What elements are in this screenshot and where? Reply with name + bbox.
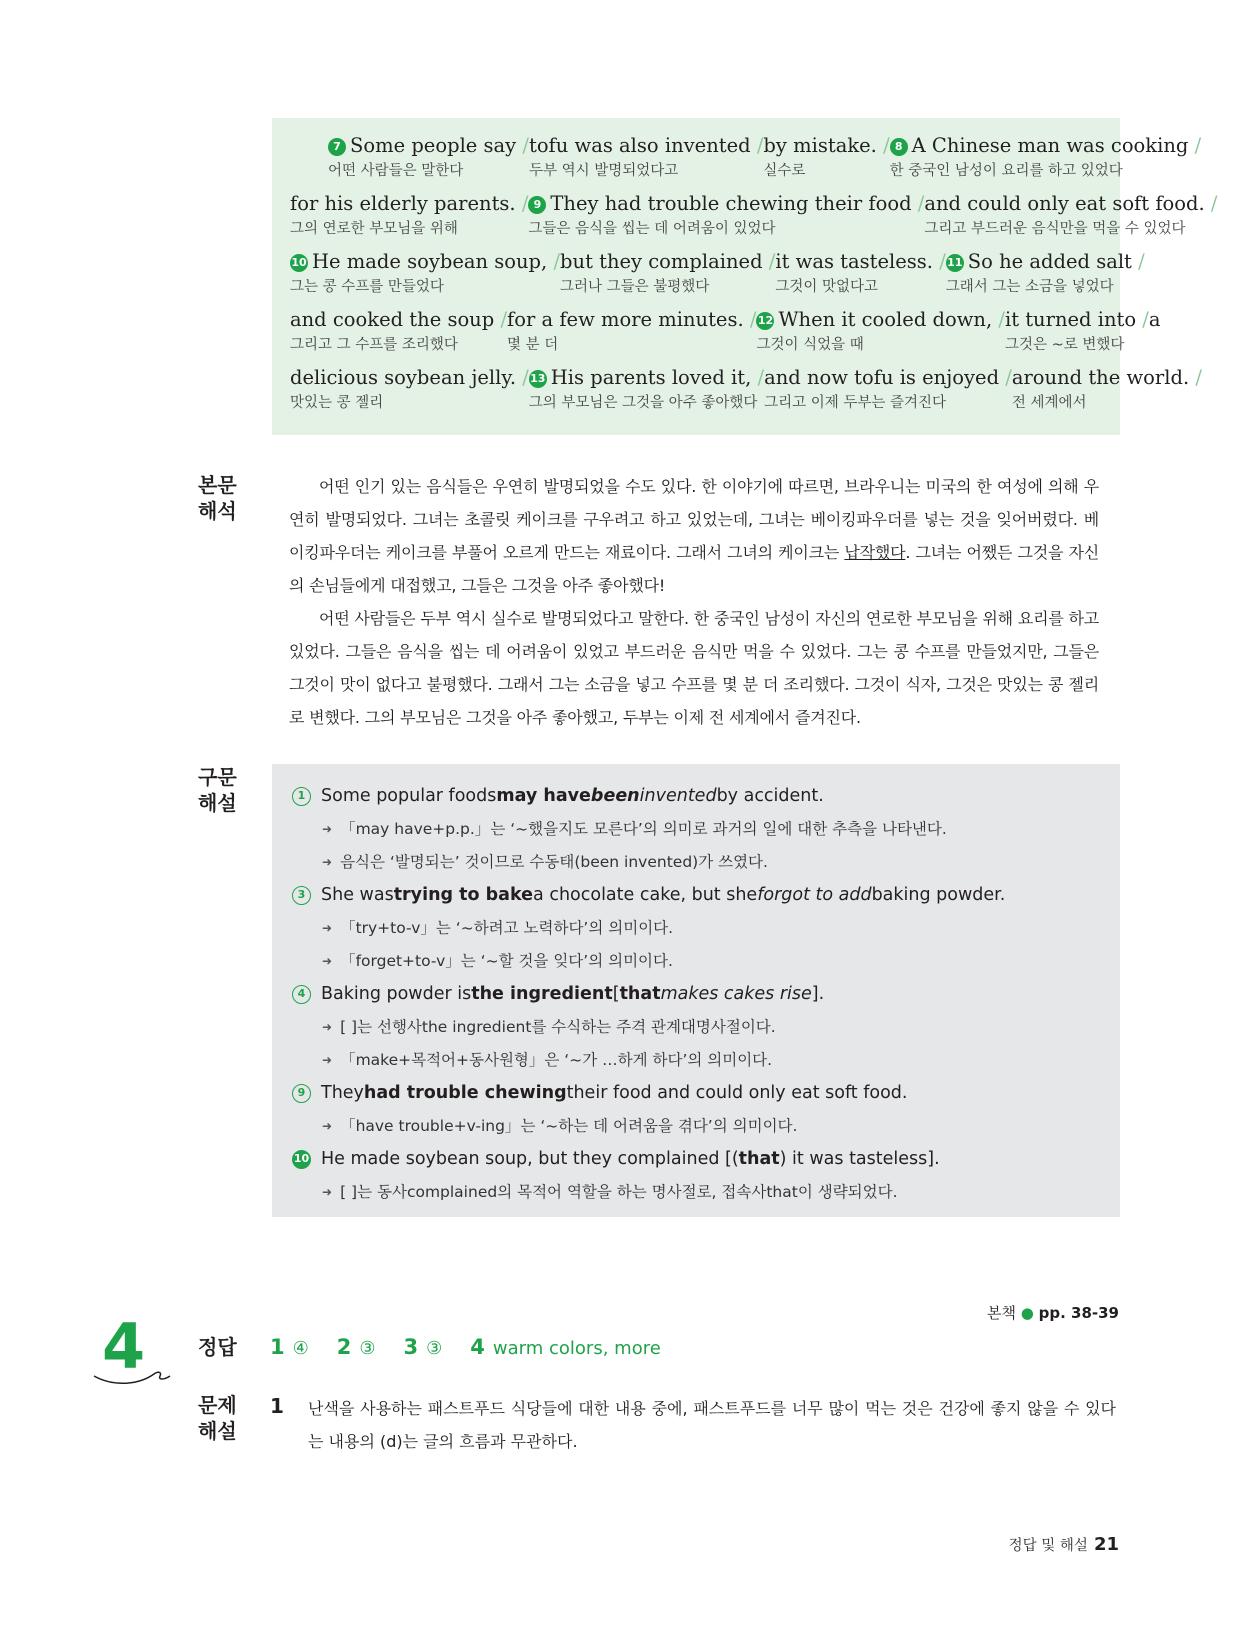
grammar-note: ➜ [ ]는 선행사 the ingredient 를 수식하는 주격 관계대명사절이다. [292, 1011, 1096, 1044]
grammar-note: ➜ 「try+to-v」 는 ‘~하려고 노력하다’의 의미이다. [292, 912, 1096, 945]
chunk-line-1 [290, 132, 1202, 190]
grammar-box [272, 764, 1120, 1217]
translation-label: 본문 해석 [198, 473, 237, 523]
chunk: 7 Some people say / 어떤 사람들은 말한다 [328, 134, 529, 179]
chunk: but they complained / 그러나 그들은 불평했다 [560, 250, 776, 295]
translation-paragraph-1: 어떤 인기 있는 음식들은 우연히 발명되었을 수도 있다. 한 이야기에 따르면, 브라우니는 미국의 한 여성에 의해 우연히 발명되었다. 그녀는 초콜릿 케이크를 구우려고 하고 있었는데, 그녀는 베이킹파우더를 넣는 것을 잊어버렸다. 베이킹파우더는 케이크를 부풀어 오르게 만드는 재료이다. 그래서 그녀의 케이크는 납작했다. 그녀는 어쨌든 그것을 자신의 손님들에게 대접했고, 그들은 그것을 아주 좋아했다! [289, 477, 1099, 595]
section-number: 4 [102, 1310, 146, 1383]
grammar-sentence-1: 1 Some popular foods may have been invented by accident. [292, 780, 1096, 813]
sentence-number-badge: 10 [290, 254, 308, 272]
chunk-line-3 [290, 248, 1145, 306]
chunk: 13 His parents loved it, / 그의 부모님은 그것을 아주 좋아했다 [528, 366, 765, 411]
chunk: it turned into / 그것은 ~로 변했다 [1004, 308, 1149, 353]
grammar-sentence-3: 3 She was trying to bake a chocolate cake, but she forgot to add baking powder. [292, 879, 1096, 912]
grammar-note: ➜ [ ]는 동사 complained 의 목적어 역할을 하는 명사절로, 접속사 that 이 생략되었다. [292, 1176, 1096, 1209]
chunk-line-2 [290, 190, 1218, 248]
translation-text [289, 470, 1099, 734]
arrow-icon: ➜ [322, 1119, 333, 1133]
chunk: for his elderly parents. / 그의 연로한 부모님을 위해 [290, 192, 529, 237]
grammar-label: 구문 해설 [198, 765, 237, 815]
chunk: a [1148, 308, 1161, 331]
sentence-number-badge: 8 [890, 138, 908, 156]
sentence-number-badge: 12 [756, 312, 774, 330]
swirl-icon [92, 1366, 172, 1388]
chunk: and now tofu is enjoyed / 그리고 이제 두부는 즐겨진다 [764, 366, 1012, 411]
chunk: delicious soybean jelly. / 맛있는 콩 젤리 [290, 366, 529, 411]
chunk: and could only eat soft food. / 그리고 부드러운 음식만을 먹을 수 있었다 [924, 192, 1218, 237]
chunk: 9 They had trouble chewing their food / 그들은 음식을 씹는 데 어려움이 있었다 [528, 192, 925, 237]
grammar-sentence-10: 10 He made soybean soup, but they complained [( that ) it was tasteless]. [293, 1149, 940, 1169]
grammar-note: ➜ 「forget+to-v」 는 ‘~할 것을 잊다’의 의미이다. [292, 945, 1096, 978]
sentence-number-circle: 10 [292, 1150, 311, 1169]
chunk: for a few more minutes. / 몇 분 더 [507, 308, 757, 353]
translation-paragraph-2: 어떤 사람들은 두부 역시 실수로 발명되었다고 말한다. 한 중국인 남성이 자신의 연로한 부모님을 위해 요리를 하고 있었다. 그들은 음식을 씹는 데 어려움이 있었고 부드러운 음식만 먹을 수 있었다. 그는 콩 수프를 만들었지만, 그들은 그것이 맛이 없다고 불평했다. 그래서 그는 소금을 넣고 수프를 몇 분 더 조리했다. 그것이 식자, 그것은 맛있는 콩 젤리로 변했다. 그의 부모님은 그것을 아주 좋아했고, 두부는 이제 전 세계에서 즐겨진다. [289, 609, 1099, 727]
dot-icon: ● [1020, 1304, 1034, 1322]
chunk-reading-box [272, 118, 1218, 435]
sentence-number-badge: 13 [529, 370, 547, 388]
page-reference: 본책 ● pp. 38-39 [986, 1304, 1119, 1322]
explanation-label: 문제 해설 [198, 1393, 237, 1443]
arrow-icon: ➜ [322, 954, 333, 968]
arrow-icon: ➜ [322, 1020, 333, 1034]
chunk: 8 A Chinese man was cooking / 한 중국인 남성이 요리를 하고 있었다 [889, 134, 1202, 179]
explanation-number: 1 [270, 1394, 284, 1418]
answer-item: 1 ④ [270, 1335, 309, 1359]
page-footer: 정답 및 해설 21 [1008, 1534, 1119, 1555]
chunk: by mistake. / 실수로 [763, 134, 890, 179]
chunk: it was tasteless. / 그것이 맛없다고 [775, 250, 946, 295]
explanation-text: 난색을 사용하는 패스트푸드 식당들에 대한 내용 중에, 패스트푸드를 너무 많이 먹는 것은 건강에 좋지 않을 수 있다는 내용의 (d)는 글의 흐름과 무관하다. [308, 1399, 1116, 1451]
grammar-note: ➜ 「make+목적어+동사원형」 은 ‘~가 …하게 하다’의 의미이다. [292, 1044, 1096, 1077]
chunk-line-4 [290, 306, 1161, 364]
answer-item: 3 ③ [403, 1335, 443, 1359]
answer-label: 정답 [198, 1335, 237, 1359]
sentence-number-badge: 11 [946, 254, 964, 272]
grammar-note: ➜ 「may have+p.p.」 는 ‘~했을지도 모른다’의 의미로 과거의 일에 대한 추측을 나타낸다. [292, 813, 1096, 846]
arrow-icon: ➜ [322, 855, 333, 869]
arrow-icon: ➜ [322, 822, 333, 836]
grammar-note: ➜ 음식은 ‘발명되는’ 것이므로 수동태( been invented )가 쓰였다. [292, 846, 1096, 879]
sentence-number-circle: 1 [292, 787, 311, 806]
answer-item: 2 ③ [336, 1335, 376, 1359]
chunk: and cooked the soup / 그리고 그 수프를 조리했다 [290, 308, 508, 353]
arrow-icon: ➜ [322, 1053, 333, 1067]
chunk-line-5 [290, 364, 1202, 422]
sentence-number-badge: 7 [328, 138, 346, 156]
chunk: 11 So he added salt / 그래서 그는 소금을 넣었다 [945, 250, 1145, 295]
arrow-icon: ➜ [322, 921, 333, 935]
chunk: 10 He made soybean soup, / 그는 콩 수프를 만들었다 [290, 250, 561, 295]
chunk: 12 When it cooled down, / 그것이 식었을 때 [756, 308, 1005, 353]
chunk: around the world. / 전 세계에서 [1011, 366, 1202, 411]
grammar-sentence-9: 9 They had trouble chewing their food and could only eat soft food. [292, 1077, 1096, 1110]
sentence-number-circle: 9 [292, 1084, 311, 1103]
arrow-icon: ➜ [322, 1185, 333, 1199]
answer-item: 4 warm colors, more [470, 1335, 661, 1359]
grammar-sentence-4: 4 Baking powder is the ingredient [ that makes cakes rise ]. [292, 978, 1096, 1011]
grammar-note: ➜ 「have trouble+v-ing」 는 ‘~하는 데 어려움을 겪다’의 의미이다. [292, 1110, 1096, 1143]
chunk: tofu was also invented / 두부 역시 발명되었다고 [528, 134, 764, 179]
sentence-number-badge: 9 [528, 196, 546, 214]
sentence-number-circle: 3 [292, 886, 311, 905]
answer-list [270, 1332, 661, 1364]
sentence-number-circle: 4 [292, 985, 311, 1004]
page-number: 21 [1093, 1534, 1119, 1555]
